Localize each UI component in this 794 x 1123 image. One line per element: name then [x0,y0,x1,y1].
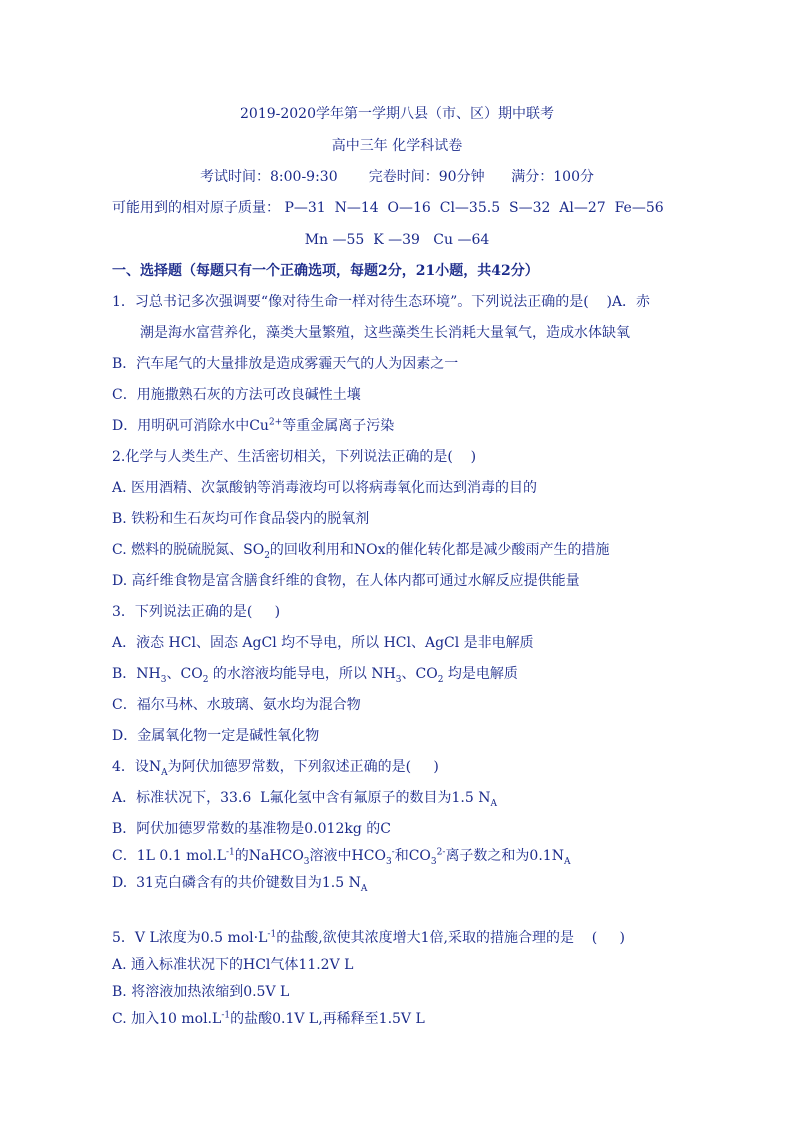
q3-option-b: B．$NH_3$、$CO_2$ 的水溶液均能导电，所以 $NH_3$、$CO_2$ 均是电解质 [112,666,518,685]
q1-stem-continued: 潮是海水富营养化，藻类大量繁殖，这些藻类生长消耗大量氧气，造成水体缺氧 [140,325,630,341]
q3-option-a: A．液态 HCl、固态 AgCl 均不导电，所以 HCl、AgCl 是非电解质 [112,635,534,651]
q1-option-d: D．用明矾可消除水中$Cu^{2+}$等重金属离子污染 [112,417,395,434]
q2-option-a: A. 医用酒精、次氯酸钠等消毒液均可以将病毒氧化而达到消毒的目的 [112,480,538,496]
q4-option-c: C．1L 0.1 $mol.L^{-1}$的NaHCO$_3$溶液中$HCO_3^-$和$CO_3^{2-}$离子数之和为$0.1N_A$ [112,847,571,867]
atomic-mass-line-2: Mn —55 K —39 Cu —64 [304,232,490,248]
q1-option-c: C．用施撒熟石灰的方法可改良碱性土壤 [112,387,361,403]
watermark [610,758,640,788]
q5-stem: 5．V L浓度为0.5 $mol\cdot L^{-1}$的盐酸,欲使其浓度增大1倍,采取的措施合理的是 ( ) [112,929,625,946]
atomic-mass-line-1: 可能用到的相对原子质量： P—31 N—14 O—16 Cl—35.5 S—32 Al—27 Fe—56 [112,200,664,216]
exam-info: 考试时间：8:00-9:30 完卷时间：90分钟 满分：100分 [200,169,594,185]
q2-option-c: C. 燃料的脱硫脱氮、$SO_2$的回收利用和NOx的催化转化都是减少酸雨产生的措施 [112,542,610,561]
q3-option-c: C．福尔马林、水玻璃、氨水均为混合物 [112,697,361,713]
q4-option-a: A．标准状况下，33.6 L氟化氢中含有氟原子的数目为1.5 $N_A$ [112,790,497,809]
exam-title: 2019-2020学年第一学期八县（市、区）期中联考 [240,106,554,122]
q5-option-c: C. 加入10 $mol.L^{-1}$的盐酸0.1V L,再稀释至1.5V L [112,1010,425,1027]
q5-option-b: B. 将溶液加热浓缩到0.5V L [112,984,290,1000]
q4-stem: 4．设$N_A$为阿伏加德罗常数，下列叙述正确的是( ) [112,759,439,778]
q2-option-d: D. 高纤维食物是富含膳食纤维的食物，在人体内都可通过水解反应提供能量 [112,573,580,589]
q4-option-b: B．阿伏加德罗常数的基准物是0.012kg 的C [112,821,391,837]
q1-option-b: B．汽车尾气的大量排放是造成雾霾天气的人为因素之一 [112,356,459,372]
q3-stem: 3．下列说法正确的是( ) [112,604,281,620]
q2-stem: 2.化学与人类生产、生活密切相关，下列说法正确的是( ) [112,449,477,465]
section-heading: 一、选择题（每题只有一个正确选项，每题2分，21小题，共42分） [112,263,539,279]
q1-stem: 1．习总书记多次强调要“像对待生命一样对待生态环境”。下列说法正确的是( )A．赤 [112,294,651,310]
q5-option-a: A. 通入标准状况下的HCl气体11.2V L [112,957,354,973]
q4-option-d: D. 31克白磷含有的共价键数目为1.5 $N_A$ [112,875,368,894]
exam-subtitle: 高中三年 化学科试卷 [331,138,463,154]
q2-option-b: B. 铁粉和生石灰均可作食品袋内的脱氧剂 [112,511,370,527]
q3-option-d: D．金属氧化物一定是碱性氧化物 [112,728,320,744]
